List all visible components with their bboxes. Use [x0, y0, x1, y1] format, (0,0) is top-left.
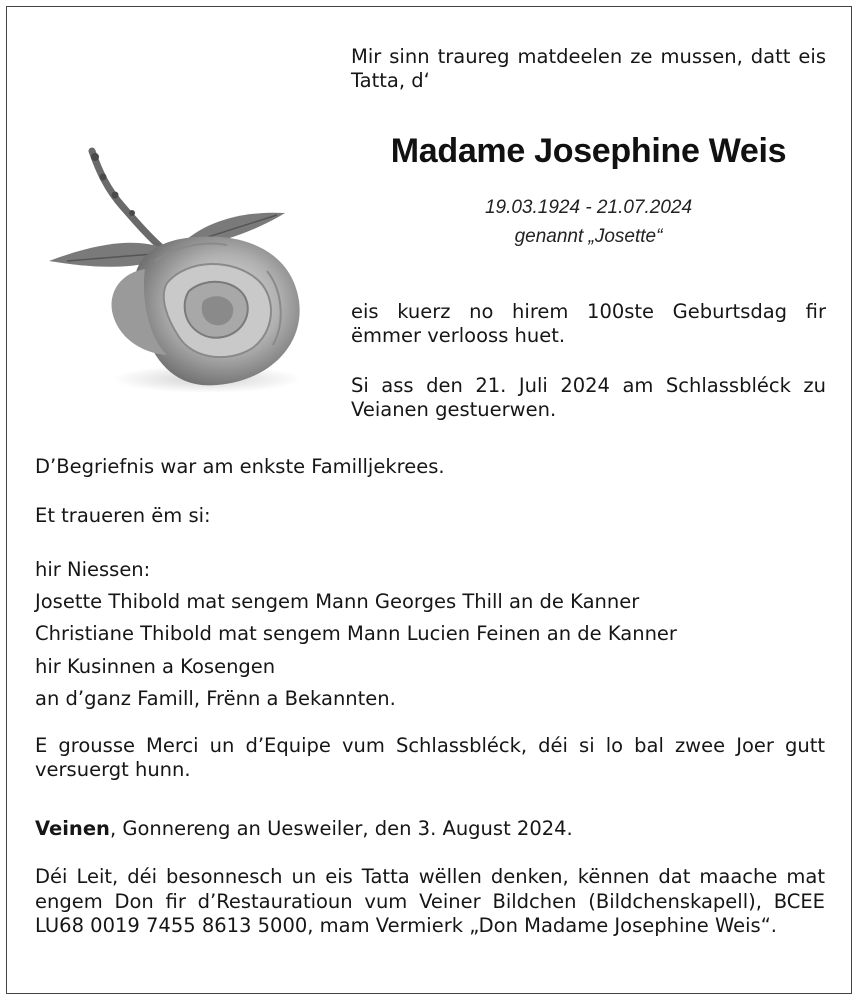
obituary-notice [6, 6, 852, 994]
mourner-line: hir Niessen: [35, 558, 151, 581]
deceased-name: Madame Josephine Weis [390, 132, 787, 170]
rose-icon [37, 141, 317, 401]
donation-paragraph: Déi Leit, déi besonnesch un eis Tatta wëllen denken, kënnen dat maache mat engem Don fir d’Restauratioun vum Veiner Bildchen (Bildchenskapell), BCEE LU68 0019 7455 8613 5000, mam Vermierk „Don Madame Josephine Weis“. [35, 865, 825, 937]
place-date-line [35, 817, 825, 841]
mourner-line: Josette Thibold mat sengem Mann Georges Thill an de Kanner [35, 590, 640, 614]
place-date-text: , Gonnereng an Uesweiler, den 3. August 2024. [109, 817, 573, 840]
burial-paragraph: D’Begriefnis war am enkste Familljekrees. [35, 455, 445, 478]
nickname: genannt „Josette“ [514, 226, 663, 247]
mourner-line: an d’ganz Famill, Frënn a Bekannten. [35, 686, 396, 710]
birthday-paragraph: eis kuerz no hirem 100ste Geburtsdag fir ëmmer verlooss huet. [351, 300, 826, 347]
mourner-line: hir Kusinnen a Kosengen [35, 654, 276, 678]
death-paragraph: Si ass den 21. Juli 2024 am Schlassbléck zu Veianen gestuerwen. [351, 374, 826, 421]
thanks-paragraph: E grousse Merci un d’Equipe vum Schlassbléck, déi si lo bal zwee Joer gutt versuergt hunn. [35, 734, 825, 781]
intro-text: Mir sinn traureg matdeelen ze mussen, datt eis Tatta, d‘ [351, 45, 826, 92]
life-dates-block [351, 193, 826, 251]
mourners-intro: Et traueren ëm si: [35, 504, 211, 527]
place-name: Veinen [35, 817, 110, 840]
life-dates: 19.03.1924 - 21.07.2024 [484, 197, 693, 218]
mourners-list [35, 554, 825, 715]
mourner-line: Christiane Thibold mat sengem Mann Lucien Feinen an de Kanner [35, 622, 677, 646]
